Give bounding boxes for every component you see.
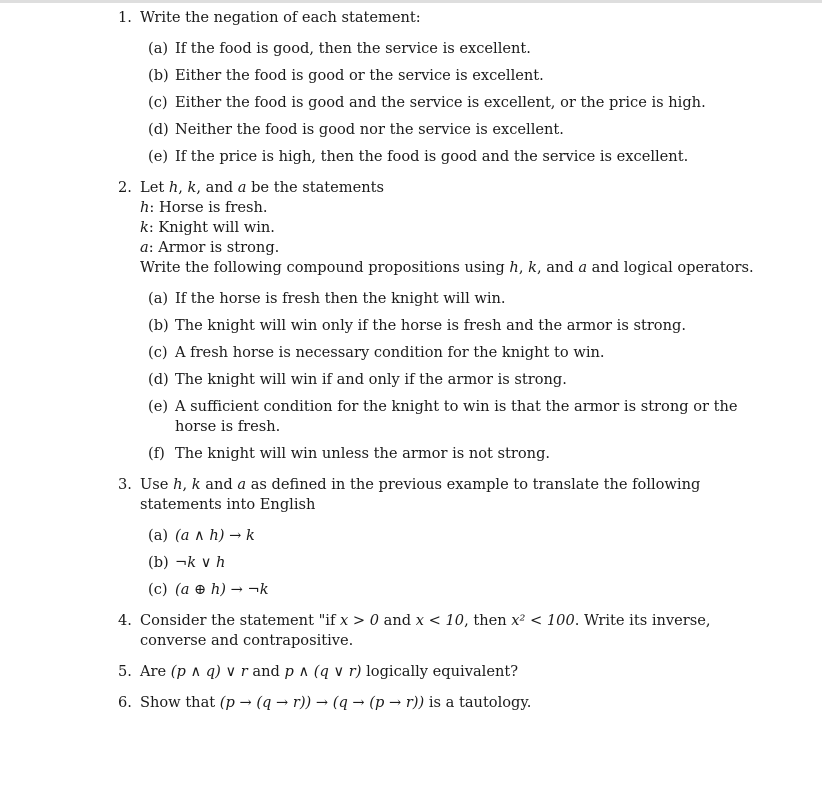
question-1 <box>118 8 768 167</box>
sub-item <box>140 289 768 309</box>
sub-item <box>140 370 768 390</box>
question-text: Show that (p → (q → r)) → (q → (p → r)) is a tautology. <box>140 694 532 711</box>
sub-item-list <box>140 526 768 600</box>
sub-item-list <box>140 39 768 167</box>
question-3 <box>118 475 768 600</box>
definition-h: h: Horse is fresh. <box>140 199 268 216</box>
logic-expression: ¬k ∨ h <box>175 554 226 571</box>
sub-item-text: The knight will win if and only if the armor is strong. <box>175 371 567 388</box>
sub-item-label: (c) <box>148 581 168 598</box>
question-text: Write the negation of each statement: <box>140 9 421 26</box>
sub-item-label: (e) <box>148 398 169 415</box>
question-4 <box>118 611 768 651</box>
sub-item-label: (a) <box>148 40 169 57</box>
question-text: Use h, k and a as defined in the previous example to translate the following statements into English <box>140 476 701 513</box>
sub-item-text: If the price is high, then the food is good and the service is excellent. <box>175 148 689 165</box>
sub-item-text: A sufficient condition for the knight to win is that the armor is strong or the horse is fresh. <box>175 398 738 435</box>
sub-item-label: (f) <box>148 445 165 462</box>
question-number: 2. <box>118 179 132 196</box>
sub-item <box>140 120 768 140</box>
sub-item <box>140 316 768 336</box>
sub-item-label: (b) <box>148 317 169 334</box>
sub-item <box>140 93 768 113</box>
sub-item <box>140 553 768 573</box>
sub-item-list <box>140 289 768 464</box>
sub-item-text: The knight will win unless the armor is not strong. <box>175 445 551 462</box>
question-text: Are (p ∧ q) ∨ r and p ∧ (q ∨ r) logically equivalent? <box>140 663 519 680</box>
sub-item-text: The knight will win only if the horse is fresh and the armor is strong. <box>175 317 686 334</box>
definition-a: a: Armor is strong. <box>140 239 280 256</box>
sub-item-label: (a) <box>148 290 169 307</box>
sub-item-text: If the food is good, then the service is excellent. <box>175 40 531 57</box>
logic-expression: (a ∧ h) → k <box>175 527 255 544</box>
question-number: 3. <box>118 476 132 493</box>
sub-item-text: If the horse is fresh then the knight will win. <box>175 290 506 307</box>
sub-item-text: Either the food is good and the service is excellent, or the price is high. <box>175 94 706 111</box>
question-2 <box>118 178 768 464</box>
question-6 <box>118 693 768 713</box>
question-number: 4. <box>118 612 132 629</box>
sub-item-label: (b) <box>148 67 169 84</box>
question-number: 6. <box>118 694 132 711</box>
sub-item-label: (d) <box>148 121 169 138</box>
question-intro: Let h, k, and a be the statements <box>140 179 385 196</box>
sub-item-text: A fresh horse is necessary condition for the knight to win. <box>175 344 605 361</box>
sub-item <box>140 39 768 59</box>
question-instruction: Write the following compound propositions using h, k, and a and logical operators. <box>140 259 754 276</box>
definition-k: k: Knight will win. <box>140 219 275 236</box>
sub-item-label: (c) <box>148 344 168 361</box>
top-border <box>0 0 822 3</box>
sub-item-label: (d) <box>148 371 169 388</box>
sub-item <box>140 444 768 464</box>
logic-expression: (a ⊕ h) → ¬k <box>175 581 269 598</box>
sub-item <box>140 147 768 167</box>
sub-item-label: (a) <box>148 527 169 544</box>
sub-item-text: Neither the food is good nor the service is excellent. <box>175 121 564 138</box>
sub-item <box>140 397 768 437</box>
sub-item <box>140 580 768 600</box>
sub-item-label: (b) <box>148 554 169 571</box>
sub-item <box>140 343 768 363</box>
question-number: 1. <box>118 9 132 26</box>
sub-item-label: (e) <box>148 148 169 165</box>
sub-item-label: (c) <box>148 94 168 111</box>
question-number: 5. <box>118 663 132 680</box>
sub-item <box>140 66 768 86</box>
sub-item-text: Either the food is good or the service is excellent. <box>175 67 544 84</box>
exercise-sheet <box>118 8 768 724</box>
question-text: Consider the statement "if x > 0 and x < 10, then x² < 100. Write its inverse, converse and contrapositive. <box>140 612 711 649</box>
sub-item <box>140 526 768 546</box>
question-5 <box>118 662 768 682</box>
